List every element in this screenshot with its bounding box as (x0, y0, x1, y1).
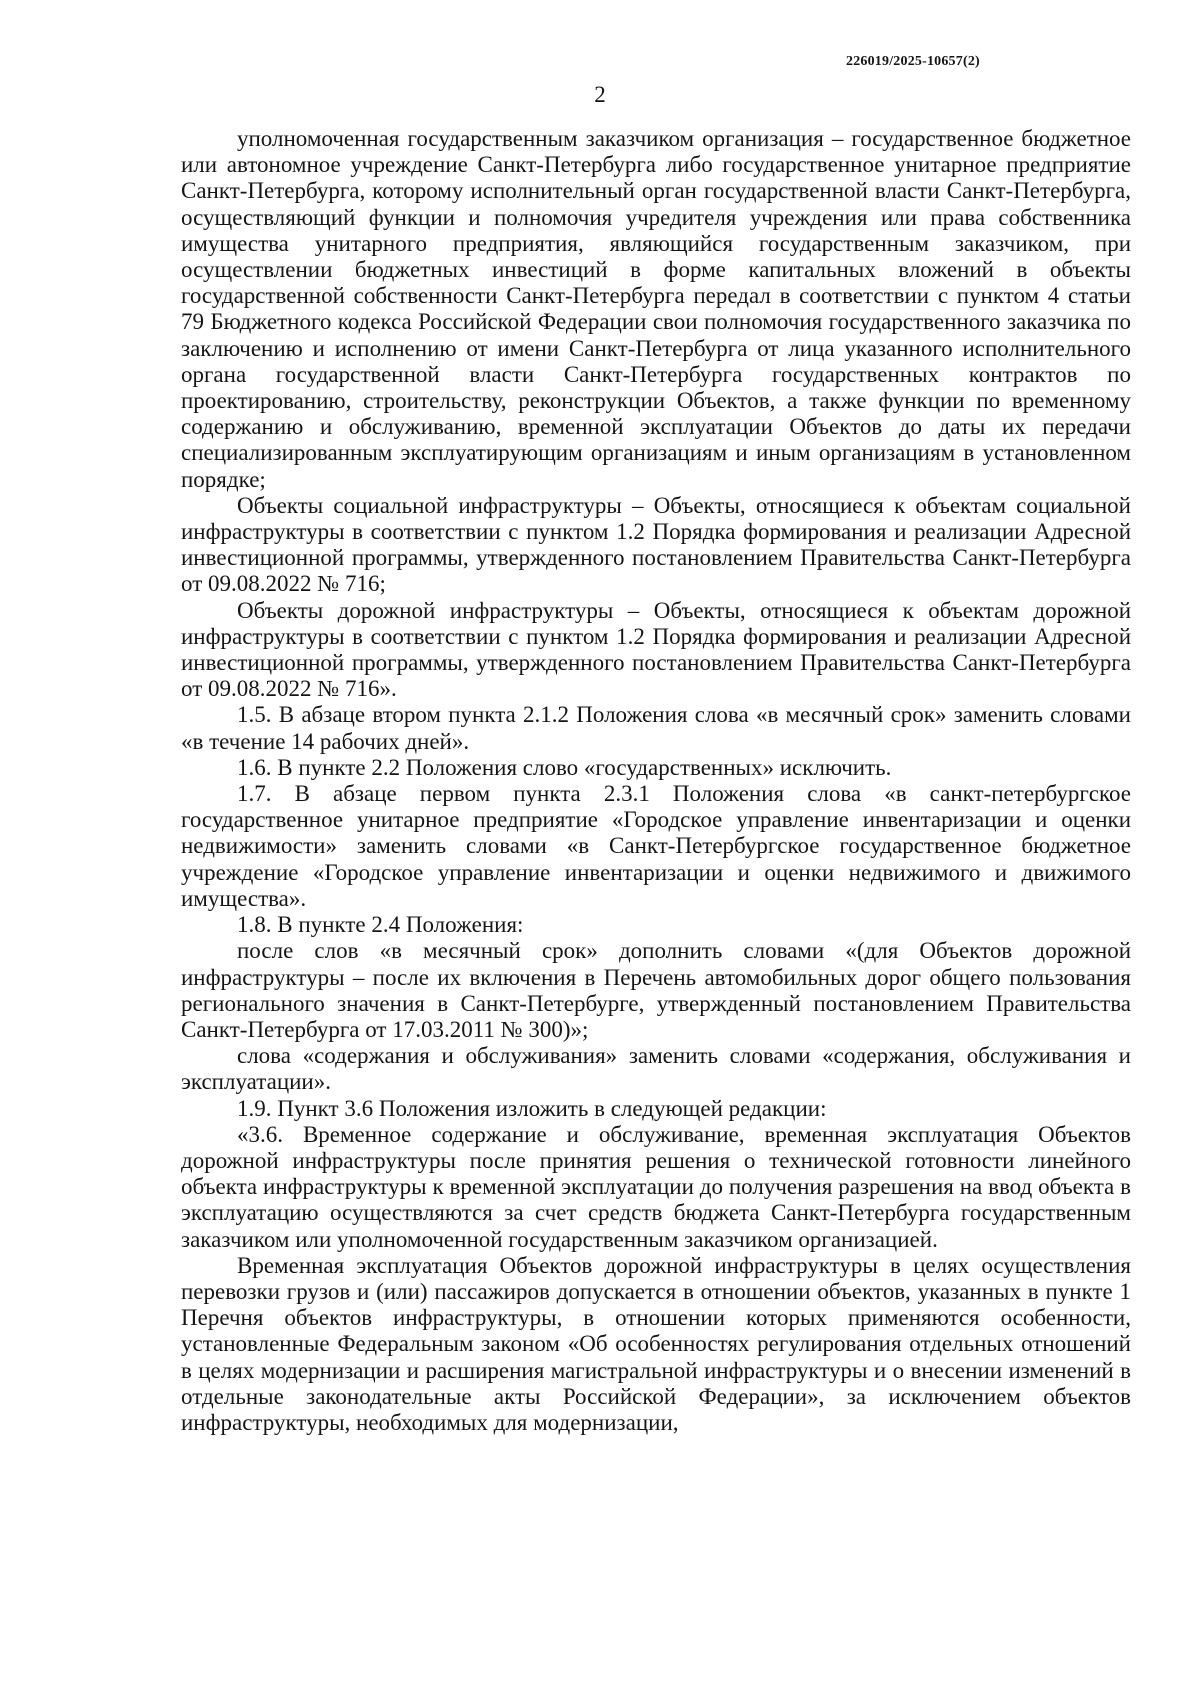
paragraph-item-1-8-replacement: слова «содержания и обслуживания» заменить словами «содержания, обслуживания и эксплуатации». (181, 1043, 1131, 1095)
page-number: 2 (594, 82, 606, 107)
paragraph-temporary-operation: Временная эксплуатация Объектов дорожной инфраструктуры в целях осуществления перевозки грузов и (или) пассажиров допускается в отношении объектов, указанных в пункте 1 Перечня объектов инфраструктуры, в отношении которых применяются особенности, установленные Федеральным законом «Об особенностях регулирования отдельных отношений в целях модернизации и расширения магистральной инфраструктуры и о внесении изменений в отдельные законодательные акты Российской Федерации», за исключением объектов инфраструктуры, необходимых для модернизации, (181, 1252, 1131, 1435)
paragraph-definition-road-infrastructure: Объекты дорожной инфраструктуры – Объекты, относящиеся к объектам дорожной инфраструктуры в соответствии с пунктом 1.2 Порядка формирования и реализации Адресной инвестиционной программы, утвержденного постановлением Правительства Санкт-Петербурга от 09.08.2022 № 716». (181, 597, 1131, 702)
paragraph-item-1-8-addition: после слов «в месячный срок» дополнить словами «(для Объектов дорожной инфраструктуры – после их включения в Перечень автомобильных дорог общего пользования регионального значения в Санкт-Петербурге, утвержденный постановлением Правительства Санкт-Петербурга от 17.03.2011 № 300)»; (181, 938, 1131, 1042)
document-body (181, 126, 1131, 1436)
document-registration-number: 226019/2025-10657(2) (846, 54, 980, 69)
paragraph-item-1-5: 1.5. В абзаце втором пункта 2.1.2 Положения слова «в месячный срок» заменить словами «в течение 14 рабочих дней». (181, 702, 1131, 754)
paragraph-item-1-6: 1.6. В пункте 2.2 Положения слово «государственных» исключить. (237, 754, 892, 780)
paragraph-item-1-7: 1.7. В абзаце первом пункта 2.3.1 Положения слова «в санкт-петербургское государственное унитарное предприятие «Городское управление инвентаризации и оценки недвижимости» заменить словами «в Санкт-Петербургское государственное бюджетное учреждение «Городское управление инвентаризации и оценки недвижимого и движимого имущества». (181, 781, 1131, 911)
paragraph-item-1-9: 1.9. Пункт 3.6 Положения изложить в следующей редакции: (237, 1095, 827, 1121)
paragraph-clause-3-6: «3.6. Временное содержание и обслуживание, временная эксплуатация Объектов дорожной инфраструктуры после принятия решения о технической готовности линейного объекта инфраструктуры к временной эксплуатации до получения разрешения на ввод объекта в эксплуатацию осуществляются за счет средств бюджета Санкт-Петербурга государственным заказчиком или уполномоченной государственным заказчиком организацией. (181, 1121, 1131, 1252)
paragraph-item-1-8: 1.8. В пункте 2.4 Положения: (237, 912, 524, 938)
paragraph-definition-social-infrastructure: Объекты социальной инфраструктуры – Объекты, относящиеся к объектам социальной инфраструктуры в соответствии с пунктом 1.2 Порядка формирования и реализации Адресной инвестиционной программы, утвержденного постановлением Правительства Санкт-Петербурга от 09.08.2022 № 716; (181, 492, 1131, 597)
paragraph-definition-authorized-organization: уполномоченная государственным заказчиком организация – государственное бюджетное или автономное учреждение Санкт-Петербурга либо государственное унитарное предприятие Санкт-Петербурга, которому исполнительный орган государственной власти Санкт-Петербурга, осуществляющий функции и полномочия учредителя учреждения или права собственника имущества унитарного предприятия, являющийся государственным заказчиком, при осуществлении бюджетных инвестиций в форме капитальных вложений в объекты государственной собственности Санкт-Петербурга передал в соответствии с пунктом 4 статьи 79 Бюджетного кодекса Российской Федерации свои полномочия государственного заказчика по заключению и исполнению от имени Санкт-Петербурга от лица указанного исполнительного органа государственной власти Санкт-Петербурга государственных контрактов по проектированию, строительству, реконструкции Объектов, а также функции по временному содержанию и обслуживанию, временной эксплуатации Объектов до даты их передачи специализированным эксплуатирующим организациям и иным организациям в установленном порядке; (181, 126, 1131, 492)
